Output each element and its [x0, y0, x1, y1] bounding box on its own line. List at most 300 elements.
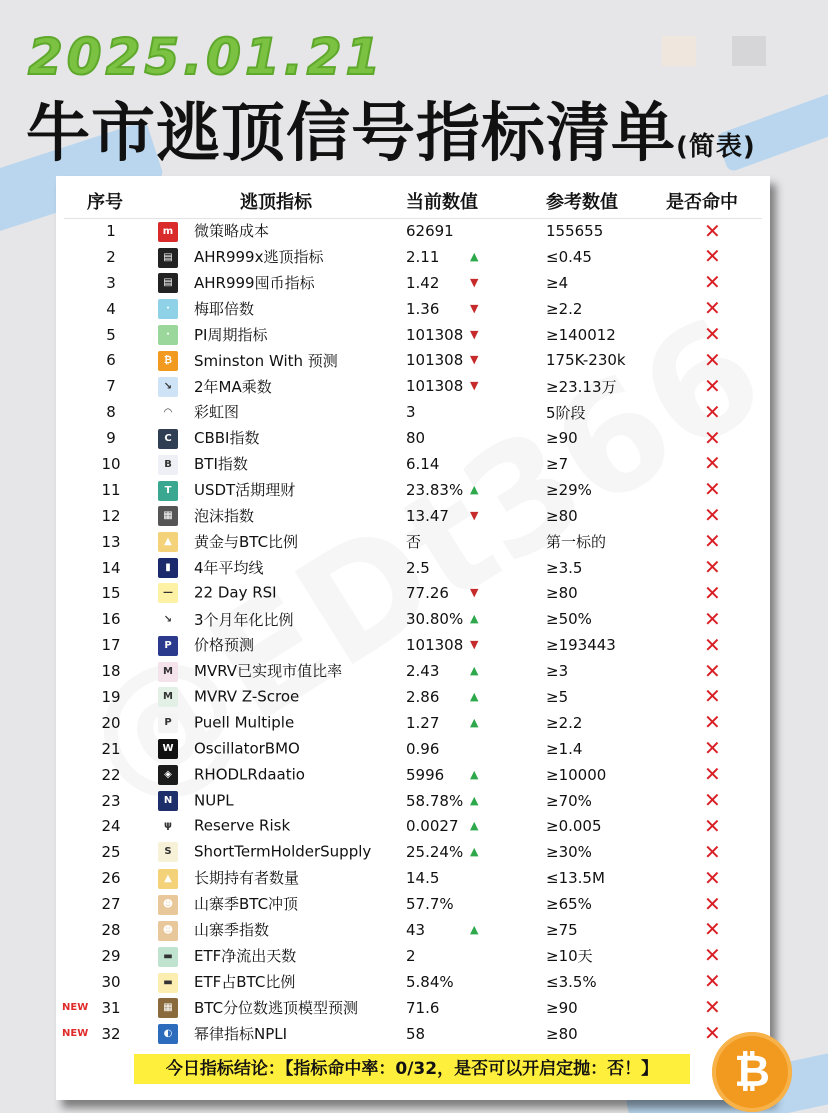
- table-row: [64, 580, 762, 606]
- row-index: 17: [101, 636, 121, 655]
- indicator-logo-icon: m: [158, 222, 178, 242]
- reference-value-cell: [538, 347, 666, 373]
- not-hit-cross-icon: ✕: [704, 917, 721, 942]
- indicator-name: AHR999x逃顶指标: [194, 248, 324, 267]
- reference-value: ≥5: [546, 687, 569, 706]
- current-value-cell: [398, 632, 538, 658]
- not-hit-cross-icon: ✕: [704, 322, 721, 346]
- current-value: 14.5: [406, 869, 440, 888]
- row-index: 12: [101, 506, 121, 525]
- trend-down-icon: ▼: [470, 275, 479, 289]
- table-row: [64, 399, 762, 425]
- decor-square: [662, 36, 696, 66]
- reference-value-cell: [538, 891, 666, 917]
- indicator-name: NUPL: [194, 791, 234, 810]
- reference-value-cell: [538, 1021, 666, 1047]
- indicator-logo-icon: ▲: [158, 532, 178, 552]
- indicator-name-cell: [142, 762, 398, 788]
- table-row: [64, 529, 762, 555]
- current-value-cell: [398, 736, 538, 762]
- row-index-cell: [64, 606, 142, 632]
- trend-up-icon: ▲: [470, 249, 479, 263]
- indicator-name: Sminston With 预测: [194, 351, 338, 370]
- table-row: [64, 917, 762, 943]
- current-value: 1.42: [406, 273, 440, 292]
- row-index: 27: [101, 895, 121, 914]
- row-index-cell: [64, 995, 142, 1021]
- hit-status-cell: [666, 736, 762, 762]
- indicator-logo-icon: ◐: [158, 1024, 178, 1044]
- not-hit-cross-icon: ✕: [704, 788, 721, 813]
- current-value-cell: [398, 969, 538, 995]
- not-hit-cross-icon: ✕: [704, 1021, 721, 1046]
- reference-value: ≥29%: [546, 480, 592, 499]
- indicator-logo-icon: C: [158, 429, 178, 449]
- hit-status-cell: [666, 710, 762, 736]
- trend-up-icon: ▲: [470, 767, 479, 781]
- current-value-cell: [398, 322, 538, 348]
- hit-status-cell: [666, 839, 762, 865]
- indicator-table: [64, 184, 762, 1047]
- hit-status-cell: [666, 606, 762, 632]
- not-hit-cross-icon: ✕: [704, 684, 721, 709]
- decor-square: [732, 36, 766, 66]
- indicator-name-cell: [142, 943, 398, 969]
- indicator-logo-icon: ◈: [158, 765, 178, 785]
- current-value-cell: [398, 995, 538, 1021]
- reference-value-cell: [538, 477, 666, 503]
- indicator-name-cell: [142, 425, 398, 451]
- reference-value: ≥4: [546, 273, 569, 292]
- row-index-cell: [64, 943, 142, 969]
- current-value: 13.47: [406, 506, 449, 525]
- indicator-name-cell: [142, 373, 398, 399]
- hit-status-cell: [666, 270, 762, 296]
- row-index-cell: [64, 555, 142, 581]
- row-index: 9: [106, 429, 116, 448]
- indicator-name: 4年平均线: [194, 558, 264, 577]
- indicator-name-cell: [142, 399, 398, 425]
- row-index-cell: [64, 736, 142, 762]
- current-value: 23.83%: [406, 480, 464, 499]
- row-index: 2: [106, 247, 116, 266]
- current-value: 58.78%: [406, 791, 464, 810]
- trend-up-icon: ▲: [470, 819, 479, 833]
- trend-down-icon: ▼: [470, 301, 479, 315]
- table-row: [64, 943, 762, 969]
- row-index: 10: [101, 454, 121, 473]
- current-value-cell: [398, 865, 538, 891]
- reference-value-cell: [538, 399, 666, 425]
- row-index-cell: [64, 296, 142, 322]
- reference-value-cell: [538, 684, 666, 710]
- current-value: 25.24%: [406, 843, 464, 862]
- reference-value: ≥140012: [546, 325, 616, 344]
- indicator-name-cell: [142, 658, 398, 684]
- not-hit-cross-icon: ✕: [704, 529, 721, 554]
- reference-value-cell: [538, 710, 666, 736]
- row-index: 11: [101, 480, 121, 499]
- indicator-name-cell: [142, 529, 398, 555]
- indicator-name: 山寨季指数: [194, 921, 270, 940]
- indicator-name: MVRV Z-Scroe: [194, 687, 300, 706]
- indicator-logo-icon: ▮: [158, 558, 178, 578]
- current-value: 1.27: [406, 713, 440, 732]
- current-value: 2: [406, 946, 416, 965]
- reference-value-cell: [538, 969, 666, 995]
- row-index: 5: [106, 325, 116, 344]
- current-value: 3: [406, 403, 416, 422]
- col-header-reference: 参考数值: [538, 184, 666, 218]
- indicator-logo-icon: ▬: [158, 947, 178, 967]
- indicator-name-cell: [142, 503, 398, 529]
- indicator-name-cell: [142, 555, 398, 581]
- trend-up-icon: ▲: [470, 845, 479, 859]
- current-value-cell: [398, 813, 538, 839]
- current-value: 57.7%: [406, 895, 454, 914]
- not-hit-cross-icon: ✕: [704, 296, 721, 321]
- table-row: [64, 995, 762, 1021]
- current-value-cell: [398, 244, 538, 270]
- reference-value: ≥193443: [546, 636, 616, 655]
- indicator-name: 梅耶倍数: [194, 299, 255, 318]
- indicator-name: 价格预测: [194, 636, 255, 655]
- row-index-cell: [64, 839, 142, 865]
- row-index-cell: [64, 865, 142, 891]
- current-value: 2.11: [406, 247, 440, 266]
- hit-status-cell: [666, 632, 762, 658]
- row-index: 31: [101, 998, 121, 1017]
- table-row: [64, 684, 762, 710]
- row-index: 16: [101, 610, 121, 629]
- current-value-cell: [398, 943, 538, 969]
- hit-status-cell: [666, 969, 762, 995]
- current-value-cell: [398, 710, 538, 736]
- row-index: 13: [101, 532, 121, 551]
- indicator-name: BTC分位数逃顶模型预测: [194, 998, 359, 1017]
- indicator-name: Puell Multiple: [194, 713, 295, 732]
- indicator-name: ETF净流出天数: [194, 947, 297, 966]
- indicator-name: 微策略成本: [194, 222, 270, 241]
- reference-value: ≥65%: [546, 895, 592, 914]
- indicator-name: USDT活期理财: [194, 481, 296, 500]
- table-row: [64, 477, 762, 503]
- hit-status-cell: [666, 865, 762, 891]
- reference-value: ≥30%: [546, 843, 592, 862]
- current-value: 101308: [406, 351, 464, 370]
- bitcoin-coin-icon: ₿: [712, 1032, 792, 1112]
- indicator-name: PI周期指标: [194, 325, 268, 344]
- reference-value: ≥80: [546, 1024, 578, 1043]
- not-hit-cross-icon: ✕: [704, 658, 721, 683]
- indicator-name-cell: [142, 477, 398, 503]
- reference-value-cell: [538, 270, 666, 296]
- new-badge: NEW: [62, 1001, 89, 1013]
- row-index: 20: [101, 713, 121, 732]
- current-value: 6.14: [406, 454, 440, 473]
- table-row: [64, 347, 762, 373]
- indicator-name-cell: [142, 813, 398, 839]
- reference-value: ≥50%: [546, 610, 592, 629]
- row-index-cell: [64, 891, 142, 917]
- indicator-name-cell: [142, 865, 398, 891]
- indicator-name-cell: [142, 684, 398, 710]
- row-index: 19: [101, 687, 121, 706]
- indicator-name-cell: [142, 296, 398, 322]
- reference-value-cell: [538, 762, 666, 788]
- indicator-name: 山寨季BTC冲顶: [194, 895, 299, 914]
- hit-status-cell: [666, 244, 762, 270]
- row-index-cell: [64, 477, 142, 503]
- reference-value: ≥3: [546, 662, 569, 681]
- row-index-cell: [64, 813, 142, 839]
- indicator-name: RHODLRdaatio: [194, 765, 305, 784]
- not-hit-cross-icon: ✕: [704, 503, 721, 528]
- current-value-cell: [398, 1021, 538, 1047]
- indicator-logo-icon: —: [158, 583, 178, 603]
- row-index-cell: [64, 529, 142, 555]
- current-value: 30.80%: [406, 610, 464, 629]
- indicator-name-cell: [142, 632, 398, 658]
- row-index-cell: [64, 762, 142, 788]
- row-index-cell: [64, 969, 142, 995]
- table-header-row: [64, 184, 762, 218]
- not-hit-cross-icon: ✕: [704, 891, 721, 916]
- current-value-cell: [398, 296, 538, 322]
- reference-value-cell: [538, 373, 666, 399]
- col-header-indicator: 逃顶指标: [142, 184, 398, 218]
- indicator-logo-icon: M: [158, 662, 178, 682]
- not-hit-cross-icon: ✕: [704, 270, 721, 295]
- hit-status-cell: [666, 580, 762, 606]
- reference-value: 5阶段: [546, 403, 586, 422]
- table-row: [64, 865, 762, 891]
- reference-value-cell: [538, 839, 666, 865]
- hit-status-cell: [666, 762, 762, 788]
- row-index-cell: [64, 788, 142, 814]
- table-row: [64, 270, 762, 296]
- row-index: 22: [101, 765, 121, 784]
- current-value: 1.36: [406, 299, 440, 318]
- trend-up-icon: ▲: [470, 482, 479, 496]
- indicator-logo-icon: ▤: [158, 273, 178, 293]
- reference-value-cell: [538, 425, 666, 451]
- reference-value: ≥80: [546, 584, 578, 603]
- row-index-cell: [64, 710, 142, 736]
- hit-status-cell: [666, 218, 762, 244]
- current-value: 2.43: [406, 662, 440, 681]
- indicator-logo-icon: ψ: [158, 816, 178, 836]
- conclusion-banner: 今日指标结论：【指标命中率：0/32，是否可以开启定抛：否！】: [134, 1054, 690, 1084]
- hit-status-cell: [666, 399, 762, 425]
- not-hit-cross-icon: ✕: [704, 451, 721, 476]
- trend-down-icon: ▼: [470, 508, 479, 522]
- hit-status-cell: [666, 529, 762, 555]
- table-row: [64, 762, 762, 788]
- indicator-logo-icon: ▦: [158, 506, 178, 526]
- current-value: 0.0027: [406, 817, 459, 836]
- trend-down-icon: ▼: [470, 353, 479, 367]
- current-value: 101308: [406, 325, 464, 344]
- indicator-logo-icon: N: [158, 791, 178, 811]
- current-value-cell: [398, 917, 538, 943]
- col-header-hit: 是否命中: [666, 184, 762, 218]
- indicator-logo-icon: ·: [158, 325, 178, 345]
- reference-value: ≥3.5: [546, 558, 583, 577]
- current-value: 71.6: [406, 998, 440, 1017]
- indicator-logo-icon: ◠: [158, 403, 178, 423]
- indicator-name: CBBI指数: [194, 429, 260, 448]
- indicator-name-cell: [142, 580, 398, 606]
- hit-status-cell: [666, 658, 762, 684]
- indicator-name-cell: [142, 736, 398, 762]
- table-row: [64, 788, 762, 814]
- row-index-cell: [64, 1021, 142, 1047]
- reference-value-cell: [538, 917, 666, 943]
- indicator-name: 3个月年化比例: [194, 610, 294, 629]
- row-index: 7: [106, 377, 116, 396]
- not-hit-cross-icon: ✕: [704, 762, 721, 787]
- hit-status-cell: [666, 917, 762, 943]
- row-index: 8: [106, 403, 116, 422]
- trend-down-icon: ▼: [470, 586, 479, 600]
- row-index: 18: [101, 662, 121, 681]
- indicator-name: OscillatorBMO: [194, 739, 300, 758]
- table-row: [64, 606, 762, 632]
- row-index-cell: [64, 684, 142, 710]
- reference-value-cell: [538, 244, 666, 270]
- current-value: 43: [406, 920, 426, 939]
- table-row: [64, 736, 762, 762]
- not-hit-cross-icon: ✕: [704, 736, 721, 761]
- col-header-current: 当前数值: [398, 184, 538, 218]
- reference-value: ≥10000: [546, 765, 607, 784]
- hit-status-cell: [666, 788, 762, 814]
- indicator-logo-icon: T: [158, 481, 178, 501]
- table-row: [64, 710, 762, 736]
- indicator-logo-icon: ▲: [158, 869, 178, 889]
- current-value: 80: [406, 429, 426, 448]
- row-index: 1: [106, 222, 116, 241]
- current-value: 77.26: [406, 584, 449, 603]
- page-title: [26, 82, 756, 174]
- indicator-name: Reserve Risk: [194, 816, 291, 835]
- table-row: [64, 296, 762, 322]
- current-value: 2.86: [406, 687, 440, 706]
- indicator-name: 黄金与BTC比例: [194, 532, 299, 551]
- current-value-cell: [398, 788, 538, 814]
- indicator-name-cell: [142, 891, 398, 917]
- not-hit-cross-icon: ✕: [704, 813, 721, 838]
- reference-value-cell: [538, 218, 666, 244]
- not-hit-cross-icon: ✕: [704, 555, 721, 580]
- indicator-name-cell: [142, 788, 398, 814]
- reference-value-cell: [538, 296, 666, 322]
- table-row: [64, 451, 762, 477]
- table-row: [64, 891, 762, 917]
- not-hit-cross-icon: ✕: [704, 244, 721, 269]
- indicator-name-cell: [142, 969, 398, 995]
- trend-down-icon: ▼: [470, 327, 479, 341]
- table-row: [64, 244, 762, 270]
- not-hit-cross-icon: ✕: [704, 969, 721, 994]
- indicator-logo-icon: ☻: [158, 921, 178, 941]
- not-hit-cross-icon: ✕: [704, 865, 721, 890]
- current-value-cell: [398, 347, 538, 373]
- row-index: 26: [101, 869, 121, 888]
- row-index: 23: [101, 791, 121, 810]
- indicator-name: ETF占BTC比例: [194, 973, 296, 992]
- table-row: [64, 322, 762, 348]
- indicator-logo-icon: ↘: [158, 377, 178, 397]
- hit-status-cell: [666, 347, 762, 373]
- reference-value: ≥75: [546, 920, 578, 939]
- indicator-name-cell: [142, 322, 398, 348]
- current-value-cell: [398, 399, 538, 425]
- table-row: [64, 632, 762, 658]
- indicator-logo-icon: W: [158, 739, 178, 759]
- row-index-cell: [64, 347, 142, 373]
- reference-value: 175K-230k: [546, 351, 626, 370]
- current-value: 101308: [406, 377, 464, 396]
- trend-up-icon: ▲: [470, 793, 479, 807]
- hit-status-cell: [666, 684, 762, 710]
- indicator-name: MVRV已实现市值比率: [194, 662, 343, 681]
- current-value-cell: [398, 451, 538, 477]
- reference-value: ≥90: [546, 998, 578, 1017]
- row-index: 6: [106, 351, 116, 370]
- current-value-cell: [398, 658, 538, 684]
- indicator-logo-icon: B: [158, 455, 178, 475]
- indicator-logo-icon: ☻: [158, 895, 178, 915]
- not-hit-cross-icon: ✕: [704, 995, 721, 1020]
- table-row: [64, 425, 762, 451]
- indicator-name-cell: [142, 917, 398, 943]
- hit-status-cell: [666, 503, 762, 529]
- current-value-cell: [398, 891, 538, 917]
- reference-value-cell: [538, 555, 666, 581]
- reference-value-cell: [538, 451, 666, 477]
- not-hit-cross-icon: ✕: [704, 425, 721, 450]
- current-value-cell: [398, 606, 538, 632]
- row-index-cell: [64, 373, 142, 399]
- indicator-name: 22 Day RSI: [194, 583, 277, 602]
- reference-value-cell: [538, 736, 666, 762]
- current-value: 0.96: [406, 739, 440, 758]
- row-index-cell: [64, 425, 142, 451]
- indicator-logo-icon: ▤: [158, 248, 178, 268]
- row-index: 3: [106, 273, 116, 292]
- indicator-name-cell: [142, 451, 398, 477]
- indicator-name-cell: [142, 839, 398, 865]
- indicator-name: 彩虹图: [194, 403, 240, 422]
- reference-value: ≤0.45: [546, 247, 592, 266]
- row-index-cell: [64, 580, 142, 606]
- trend-down-icon: ▼: [470, 638, 479, 652]
- reference-value: ≤3.5%: [546, 972, 597, 991]
- current-value: 2.5: [406, 558, 430, 577]
- trend-up-icon: ▲: [470, 664, 479, 678]
- current-value-cell: [398, 425, 538, 451]
- row-index-cell: [64, 451, 142, 477]
- reference-value-cell: [538, 943, 666, 969]
- indicator-name-cell: [142, 218, 398, 244]
- indicator-logo-icon: ▬: [158, 973, 178, 993]
- reference-value-cell: [538, 503, 666, 529]
- reference-value-cell: [538, 658, 666, 684]
- indicator-name-cell: [142, 710, 398, 736]
- current-value-cell: [398, 503, 538, 529]
